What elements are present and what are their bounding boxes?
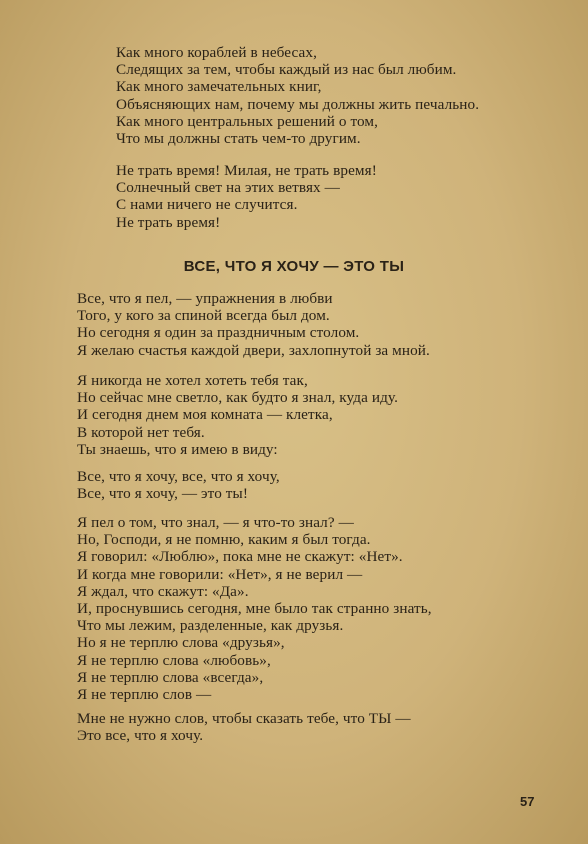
poem-line: Как много кораблей в небесах,	[116, 44, 317, 61]
poem-line: С нами ничего не случится.	[116, 196, 298, 214]
poem-line: Солнечный свет на этих ветвях —	[116, 179, 340, 197]
stanza-4	[77, 372, 398, 458]
stanza-6	[77, 514, 432, 703]
poem-line: Все, что я хочу, все, что я хочу,	[77, 468, 280, 485]
poem-line: Не трать время! Милая, не трать время!	[116, 162, 377, 179]
stanza-7	[77, 710, 411, 744]
poem-line: Все, что я хочу, — это ты!	[77, 485, 248, 503]
poem-line: Объясняющих нам, почему мы должны жить печально.	[116, 95, 480, 113]
stanza-2	[116, 162, 377, 231]
poem-line: Но я не терплю слова «друзья»,	[77, 634, 285, 652]
poem-line: Как много замечательных книг,	[116, 78, 322, 96]
stanza-1	[116, 44, 479, 147]
stanza-3	[77, 290, 430, 359]
poem-line: И, проснувшись сегодня, мне было так странно знать,	[77, 600, 432, 618]
poem-line: Все, что я пел, — упражнения в любви	[77, 290, 333, 307]
poem-line: И сегодня днем моя комната — клетка,	[77, 406, 333, 424]
poem-line: Того, у кого за спиной всегда был дом.	[77, 307, 330, 325]
poem-line: Как много центральных решений о том,	[116, 112, 379, 130]
poem-line: Я не терплю слова «всегда»,	[77, 668, 264, 686]
poem-line: Не трать время!	[116, 213, 221, 231]
poem-line: Я говорил: «Люблю», пока мне не скажут: «Нет».	[77, 548, 403, 566]
poem-line: Мне не нужно слов, чтобы сказать тебе, что ТЫ —	[77, 710, 411, 727]
poem-line: Я желаю счастья каждой двери, захлопнутой за мной.	[77, 341, 430, 359]
poem-title: ВСЕ, ЧТО Я ХОЧУ — ЭТО ТЫ	[183, 258, 405, 275]
poem-line: Следящих за тем, чтобы каждый из нас был любим.	[116, 61, 457, 79]
poem-line: В которой нет тебя.	[77, 423, 205, 441]
poem-line: Я не терплю слова «любовь»,	[77, 651, 271, 669]
poem-line: Что мы должны стать чем-то другим.	[116, 130, 361, 148]
poem-line: Но сегодня я один за праздничным столом.	[77, 324, 360, 342]
poem-line: Это все, что я хочу.	[77, 727, 204, 745]
poem-line: Я не терплю слов —	[77, 686, 212, 704]
poem-line: Я ждал, что скажут: «Да».	[77, 582, 249, 600]
poem-line: Ты знаешь, что я имею в виду:	[77, 440, 278, 458]
poem-line: Но сейчас мне светло, как будто я знал, куда иду.	[77, 389, 398, 407]
poem-line: Но, Господи, я не помню, каким я был тогда.	[77, 531, 371, 549]
poem-line: Я никогда не хотел хотеть тебя так,	[77, 372, 308, 389]
stanza-5	[77, 468, 280, 502]
poem-line: И когда мне говорили: «Нет», я не верил —	[77, 565, 363, 583]
page-number: 57	[520, 794, 535, 809]
poem-line: Что мы лежим, разделенные, как друзья.	[77, 617, 344, 635]
poem-line: Я пел о том, что знал, — я что-то знал? —	[77, 514, 354, 531]
